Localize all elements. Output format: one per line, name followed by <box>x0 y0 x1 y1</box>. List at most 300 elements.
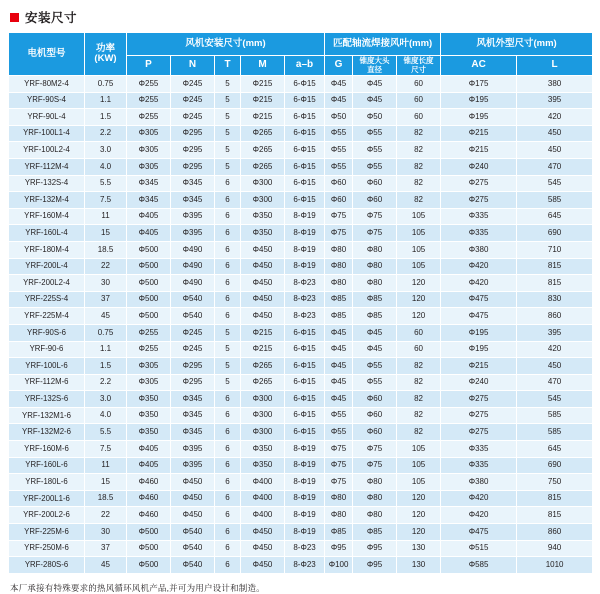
table-cell: Φ265 <box>241 142 285 159</box>
table-cell: 105 <box>397 441 441 458</box>
header-model: 电机型号 <box>9 33 85 76</box>
table-cell: Φ45 <box>325 391 353 408</box>
table-cell: Φ85 <box>353 524 397 541</box>
table-cell: Φ80 <box>325 507 353 524</box>
table-cell: 5 <box>215 341 241 358</box>
table-cell: 585 <box>517 407 593 424</box>
table-cell: Φ45 <box>353 76 397 93</box>
table-cell: Φ540 <box>171 291 215 308</box>
table-cell: 0.75 <box>85 324 127 341</box>
table-cell: 645 <box>517 208 593 225</box>
table-cell: Φ395 <box>171 441 215 458</box>
table-cell: Φ45 <box>325 341 353 358</box>
table-cell: Φ85 <box>325 524 353 541</box>
table-cell: Φ45 <box>325 358 353 375</box>
table-cell: Φ45 <box>325 324 353 341</box>
table-cell: Φ400 <box>241 490 285 507</box>
table-cell: 6-Φ15 <box>285 125 325 142</box>
table-cell: 585 <box>517 424 593 441</box>
table-cell: Φ75 <box>353 457 397 474</box>
table-cell: Φ450 <box>241 557 285 574</box>
table-row <box>9 341 593 358</box>
table-cell: Φ45 <box>325 92 353 109</box>
table-cell: Φ75 <box>325 441 353 458</box>
table-cell: Φ295 <box>171 374 215 391</box>
page-title <box>8 6 592 32</box>
table-cell: Φ245 <box>171 92 215 109</box>
table-cell: 6-Φ15 <box>285 391 325 408</box>
table-cell: Φ295 <box>171 158 215 175</box>
table-cell: Φ75 <box>325 225 353 242</box>
table-cell: Φ215 <box>241 109 285 126</box>
table-cell: Φ80 <box>325 258 353 275</box>
table-cell: Φ255 <box>127 92 171 109</box>
cell-model: YRF-250M-6 <box>9 540 85 557</box>
header-fan-install-group: 风机安装尺寸(mm) <box>127 33 325 56</box>
table-cell: 130 <box>397 540 441 557</box>
table-cell: Φ405 <box>127 225 171 242</box>
cell-model: YRF-225S-4 <box>9 291 85 308</box>
table-cell: Φ55 <box>325 142 353 159</box>
header-ab: a–b <box>285 56 325 76</box>
header-taper-length <box>397 56 441 76</box>
table-cell: 5 <box>215 109 241 126</box>
table-cell: 6 <box>215 424 241 441</box>
table-cell: 1010 <box>517 557 593 574</box>
table-cell: 4.0 <box>85 158 127 175</box>
table-cell: 5.5 <box>85 424 127 441</box>
table-cell: Φ195 <box>441 324 517 341</box>
table-row <box>9 109 593 126</box>
table-cell: Φ55 <box>353 374 397 391</box>
table-cell: Φ75 <box>325 208 353 225</box>
table-cell: 82 <box>397 407 441 424</box>
table-cell: Φ195 <box>441 109 517 126</box>
table-cell: Φ500 <box>127 308 171 325</box>
table-cell: Φ75 <box>353 441 397 458</box>
table-cell: Φ345 <box>171 391 215 408</box>
table-cell: Φ345 <box>127 175 171 192</box>
table-cell: Φ500 <box>127 241 171 258</box>
table-cell: 82 <box>397 374 441 391</box>
table-cell: Φ55 <box>353 125 397 142</box>
cell-model: YRF-225M-4 <box>9 308 85 325</box>
table-cell: 6 <box>215 192 241 209</box>
cell-model: YRF-200L2-4 <box>9 275 85 292</box>
table-cell: Φ60 <box>325 192 353 209</box>
table-cell: 3.0 <box>85 142 127 159</box>
cell-model: YRF-132M-4 <box>9 192 85 209</box>
table-cell: Φ55 <box>325 158 353 175</box>
table-cell: Φ60 <box>353 192 397 209</box>
table-row <box>9 324 593 341</box>
table-cell: Φ450 <box>241 291 285 308</box>
table-cell: Φ275 <box>441 391 517 408</box>
table-row <box>9 291 593 308</box>
table-row <box>9 374 593 391</box>
table-cell: 5 <box>215 76 241 93</box>
table-cell: 6-Φ15 <box>285 407 325 424</box>
table-cell: Φ350 <box>127 407 171 424</box>
table-cell: Φ45 <box>353 324 397 341</box>
table-cell: 5 <box>215 142 241 159</box>
table-cell: 380 <box>517 76 593 93</box>
table-cell: 750 <box>517 474 593 491</box>
table-row <box>9 524 593 541</box>
table-cell: 8-Φ19 <box>285 208 325 225</box>
table-cell: Φ300 <box>241 391 285 408</box>
table-body <box>9 76 593 574</box>
table-cell: 82 <box>397 358 441 375</box>
table-cell: Φ60 <box>353 391 397 408</box>
table-cell: 6 <box>215 507 241 524</box>
table-cell: 6 <box>215 208 241 225</box>
table-cell: Φ45 <box>353 341 397 358</box>
table-cell: Φ245 <box>171 109 215 126</box>
table-cell: Φ305 <box>127 358 171 375</box>
table-cell: 5.5 <box>85 175 127 192</box>
table-cell: Φ80 <box>353 490 397 507</box>
table-cell: Φ540 <box>171 557 215 574</box>
table-cell: Φ80 <box>353 258 397 275</box>
header-power <box>85 33 127 76</box>
table-row <box>9 225 593 242</box>
cell-model: YRF-112M-6 <box>9 374 85 391</box>
table-cell: 8-Φ23 <box>285 275 325 292</box>
table-cell: Φ80 <box>353 241 397 258</box>
cell-model: YRF-180M-4 <box>9 241 85 258</box>
table-cell: Φ55 <box>325 407 353 424</box>
cell-model: YRF-132S-6 <box>9 391 85 408</box>
table-cell: 130 <box>397 557 441 574</box>
table-cell: 690 <box>517 457 593 474</box>
table-cell: 6 <box>215 457 241 474</box>
table-cell: Φ215 <box>441 125 517 142</box>
table-cell: 545 <box>517 391 593 408</box>
table-cell: 30 <box>85 524 127 541</box>
table-cell: 6-Φ15 <box>285 142 325 159</box>
table-cell: Φ500 <box>127 540 171 557</box>
table-cell: Φ540 <box>171 524 215 541</box>
table-cell: Φ265 <box>241 374 285 391</box>
table-cell: Φ50 <box>353 109 397 126</box>
table-cell: Φ500 <box>127 275 171 292</box>
table-cell: 60 <box>397 324 441 341</box>
table-row <box>9 192 593 209</box>
table-cell: Φ450 <box>241 258 285 275</box>
table-cell: Φ265 <box>241 125 285 142</box>
table-cell: 45 <box>85 557 127 574</box>
table-cell: 1.1 <box>85 92 127 109</box>
table-cell: 8-Φ19 <box>285 258 325 275</box>
table-cell: 470 <box>517 374 593 391</box>
table-cell: 6 <box>215 391 241 408</box>
table-cell: 105 <box>397 457 441 474</box>
table-cell: Φ350 <box>241 457 285 474</box>
table-cell: 5 <box>215 374 241 391</box>
table-cell: 6 <box>215 291 241 308</box>
table-cell: Φ585 <box>441 557 517 574</box>
table-cell: Φ85 <box>353 291 397 308</box>
table-cell: 6 <box>215 490 241 507</box>
table-cell: Φ240 <box>441 158 517 175</box>
table-cell: 8-Φ23 <box>285 308 325 325</box>
header-g: G <box>325 56 353 76</box>
table-cell: Φ350 <box>127 391 171 408</box>
table-cell: 6-Φ15 <box>285 374 325 391</box>
table-cell: 395 <box>517 324 593 341</box>
table-cell: Φ80 <box>353 507 397 524</box>
table-cell: Φ55 <box>353 358 397 375</box>
title-marker-icon <box>10 13 19 22</box>
table-cell: Φ55 <box>325 424 353 441</box>
cell-model: YRF-132S-4 <box>9 175 85 192</box>
table-cell: 0.75 <box>85 76 127 93</box>
table-cell: 6 <box>215 225 241 242</box>
cell-model: YRF-160L-6 <box>9 457 85 474</box>
table-cell: 6-Φ15 <box>285 324 325 341</box>
table-cell: 6 <box>215 557 241 574</box>
table-cell: 82 <box>397 175 441 192</box>
table-cell: Φ395 <box>171 457 215 474</box>
table-cell: 15 <box>85 474 127 491</box>
table-cell: Φ295 <box>171 358 215 375</box>
table-header <box>9 33 593 76</box>
footer-note: 本厂承接有特殊要求的热风循环风机产品,并可为用户设计和制造。 <box>10 582 265 593</box>
table-cell: 6 <box>215 524 241 541</box>
table-cell: 120 <box>397 308 441 325</box>
table-cell: 450 <box>517 358 593 375</box>
table-cell: 6-Φ15 <box>285 158 325 175</box>
table-cell: Φ100 <box>325 557 353 574</box>
table-cell: Φ195 <box>441 92 517 109</box>
table-cell: 6 <box>215 441 241 458</box>
table-cell: Φ60 <box>353 407 397 424</box>
table-cell: 82 <box>397 391 441 408</box>
table-cell: 710 <box>517 241 593 258</box>
table-cell: 690 <box>517 225 593 242</box>
table-cell: Φ475 <box>441 524 517 541</box>
table-row <box>9 308 593 325</box>
table-cell: Φ450 <box>241 540 285 557</box>
table-cell: 22 <box>85 507 127 524</box>
table-row <box>9 92 593 109</box>
table-cell: 105 <box>397 258 441 275</box>
table-row <box>9 76 593 93</box>
table-cell: Φ95 <box>353 540 397 557</box>
table-cell: 105 <box>397 225 441 242</box>
table-cell: 8-Φ19 <box>285 524 325 541</box>
table-cell: 18.5 <box>85 241 127 258</box>
table-cell: 395 <box>517 92 593 109</box>
header-impeller-group: 匹配轴流焊接风叶(mm) <box>325 33 441 56</box>
table-cell: 8-Φ19 <box>285 225 325 242</box>
table-cell: Φ540 <box>171 308 215 325</box>
table-cell: 6 <box>215 175 241 192</box>
table-cell: 6-Φ15 <box>285 76 325 93</box>
header-t: T <box>215 56 241 76</box>
table-cell: Φ215 <box>441 142 517 159</box>
table-cell: Φ45 <box>325 76 353 93</box>
table-cell: 120 <box>397 275 441 292</box>
table-cell: 15 <box>85 225 127 242</box>
table-cell: Φ460 <box>127 474 171 491</box>
table-cell: 8-Φ19 <box>285 241 325 258</box>
cell-model: YRF-112M-4 <box>9 158 85 175</box>
table-cell: 940 <box>517 540 593 557</box>
cell-model: YRF-90L-4 <box>9 109 85 126</box>
table-cell: 6 <box>215 474 241 491</box>
table-cell: 815 <box>517 258 593 275</box>
table-cell: Φ335 <box>441 225 517 242</box>
table-cell: 450 <box>517 125 593 142</box>
table-cell: Φ300 <box>241 424 285 441</box>
table-cell: 60 <box>397 109 441 126</box>
header-p: P <box>127 56 171 76</box>
cell-model: YRF-180L-6 <box>9 474 85 491</box>
table-cell: 37 <box>85 540 127 557</box>
table-cell: Φ215 <box>241 92 285 109</box>
table-cell: Φ335 <box>441 457 517 474</box>
table-cell: Φ60 <box>353 175 397 192</box>
table-group-header-row <box>9 33 593 56</box>
table-cell: 82 <box>397 192 441 209</box>
table-row <box>9 474 593 491</box>
table-cell: 120 <box>397 490 441 507</box>
table-cell: Φ460 <box>127 490 171 507</box>
table-cell: Φ60 <box>325 175 353 192</box>
table-cell: 2.2 <box>85 374 127 391</box>
table-cell: Φ350 <box>241 441 285 458</box>
cell-model: YRF-80M2-4 <box>9 76 85 93</box>
table-cell: Φ345 <box>127 192 171 209</box>
cell-model: YRF-280S-6 <box>9 557 85 574</box>
table-cell: 45 <box>85 308 127 325</box>
cell-model: YRF-160M-6 <box>9 441 85 458</box>
table-cell: 82 <box>397 424 441 441</box>
table-cell: Φ405 <box>127 441 171 458</box>
table-row <box>9 258 593 275</box>
table-cell: 6 <box>215 540 241 557</box>
table-cell: 105 <box>397 241 441 258</box>
table-cell: 6 <box>215 275 241 292</box>
table-cell: 82 <box>397 158 441 175</box>
table-row <box>9 441 593 458</box>
table-cell: 6 <box>215 241 241 258</box>
table-row <box>9 407 593 424</box>
table-cell: Φ85 <box>325 308 353 325</box>
table-cell: Φ350 <box>241 208 285 225</box>
table-cell: 11 <box>85 208 127 225</box>
table-cell: Φ305 <box>127 142 171 159</box>
table-cell: Φ265 <box>241 158 285 175</box>
table-row <box>9 358 593 375</box>
cell-model: YRF-132M1-6 <box>9 407 85 424</box>
table-cell: Φ55 <box>353 142 397 159</box>
table-cell: 1.5 <box>85 358 127 375</box>
table-cell: Φ395 <box>171 225 215 242</box>
table-cell: 37 <box>85 291 127 308</box>
table-cell: Φ295 <box>171 125 215 142</box>
table-cell: 420 <box>517 341 593 358</box>
table-cell: Φ300 <box>241 192 285 209</box>
table-cell: Φ95 <box>325 540 353 557</box>
table-cell: 3.0 <box>85 391 127 408</box>
table-cell: 60 <box>397 341 441 358</box>
page-title-text: 安装尺寸 <box>25 11 78 25</box>
table-cell: 860 <box>517 308 593 325</box>
table-cell: Φ450 <box>171 507 215 524</box>
header-big-diameter-line2: 直径 <box>367 64 383 74</box>
header-ac: AC <box>441 56 517 76</box>
table-cell: 815 <box>517 490 593 507</box>
table-cell: 545 <box>517 175 593 192</box>
table-cell: Φ80 <box>353 275 397 292</box>
header-big-diameter-line1: 锥度大头 <box>359 56 390 66</box>
table-row <box>9 457 593 474</box>
table-row <box>9 241 593 258</box>
table-cell: 2.2 <box>85 125 127 142</box>
table-cell: Φ475 <box>441 308 517 325</box>
table-cell: 5 <box>215 92 241 109</box>
cell-model: YRF-225M-6 <box>9 524 85 541</box>
header-fan-outline-group: 风机外型尺寸(mm) <box>441 33 593 56</box>
table-cell: Φ460 <box>127 507 171 524</box>
table-cell: 60 <box>397 92 441 109</box>
table-cell: 860 <box>517 524 593 541</box>
table-cell: 420 <box>517 109 593 126</box>
table-row <box>9 208 593 225</box>
cell-model: YRF-200L1-6 <box>9 490 85 507</box>
table-cell: 6-Φ15 <box>285 358 325 375</box>
table-cell: Φ50 <box>325 109 353 126</box>
table-cell: 585 <box>517 192 593 209</box>
table-cell: Φ240 <box>441 374 517 391</box>
table-cell: Φ450 <box>241 524 285 541</box>
table-cell: Φ335 <box>441 208 517 225</box>
cell-model: YRF-100L1-4 <box>9 125 85 142</box>
table-cell: Φ265 <box>241 358 285 375</box>
table-cell: Φ215 <box>241 341 285 358</box>
table-cell: 8-Φ19 <box>285 474 325 491</box>
table-cell: 450 <box>517 142 593 159</box>
table-cell: 8-Φ23 <box>285 557 325 574</box>
cell-model: YRF-90-6 <box>9 341 85 358</box>
table-cell: Φ400 <box>241 474 285 491</box>
table-cell: Φ45 <box>325 374 353 391</box>
table-cell: Φ80 <box>325 490 353 507</box>
table-cell: Φ255 <box>127 109 171 126</box>
table-cell: Φ345 <box>171 192 215 209</box>
table-cell: Φ350 <box>127 424 171 441</box>
table-cell: Φ255 <box>127 76 171 93</box>
table-cell: Φ55 <box>353 158 397 175</box>
table-cell: 1.5 <box>85 109 127 126</box>
table-cell: 6-Φ15 <box>285 341 325 358</box>
table-cell: Φ395 <box>171 208 215 225</box>
table-cell: Φ95 <box>353 557 397 574</box>
table-cell: Φ255 <box>127 341 171 358</box>
table-cell: Φ295 <box>171 142 215 159</box>
table-cell: 8-Φ23 <box>285 291 325 308</box>
table-cell: Φ60 <box>353 424 397 441</box>
table-cell: 82 <box>397 142 441 159</box>
table-cell: Φ420 <box>441 258 517 275</box>
table-cell: Φ275 <box>441 192 517 209</box>
table-cell: Φ450 <box>171 474 215 491</box>
cell-model: YRF-90S-4 <box>9 92 85 109</box>
table-row <box>9 540 593 557</box>
